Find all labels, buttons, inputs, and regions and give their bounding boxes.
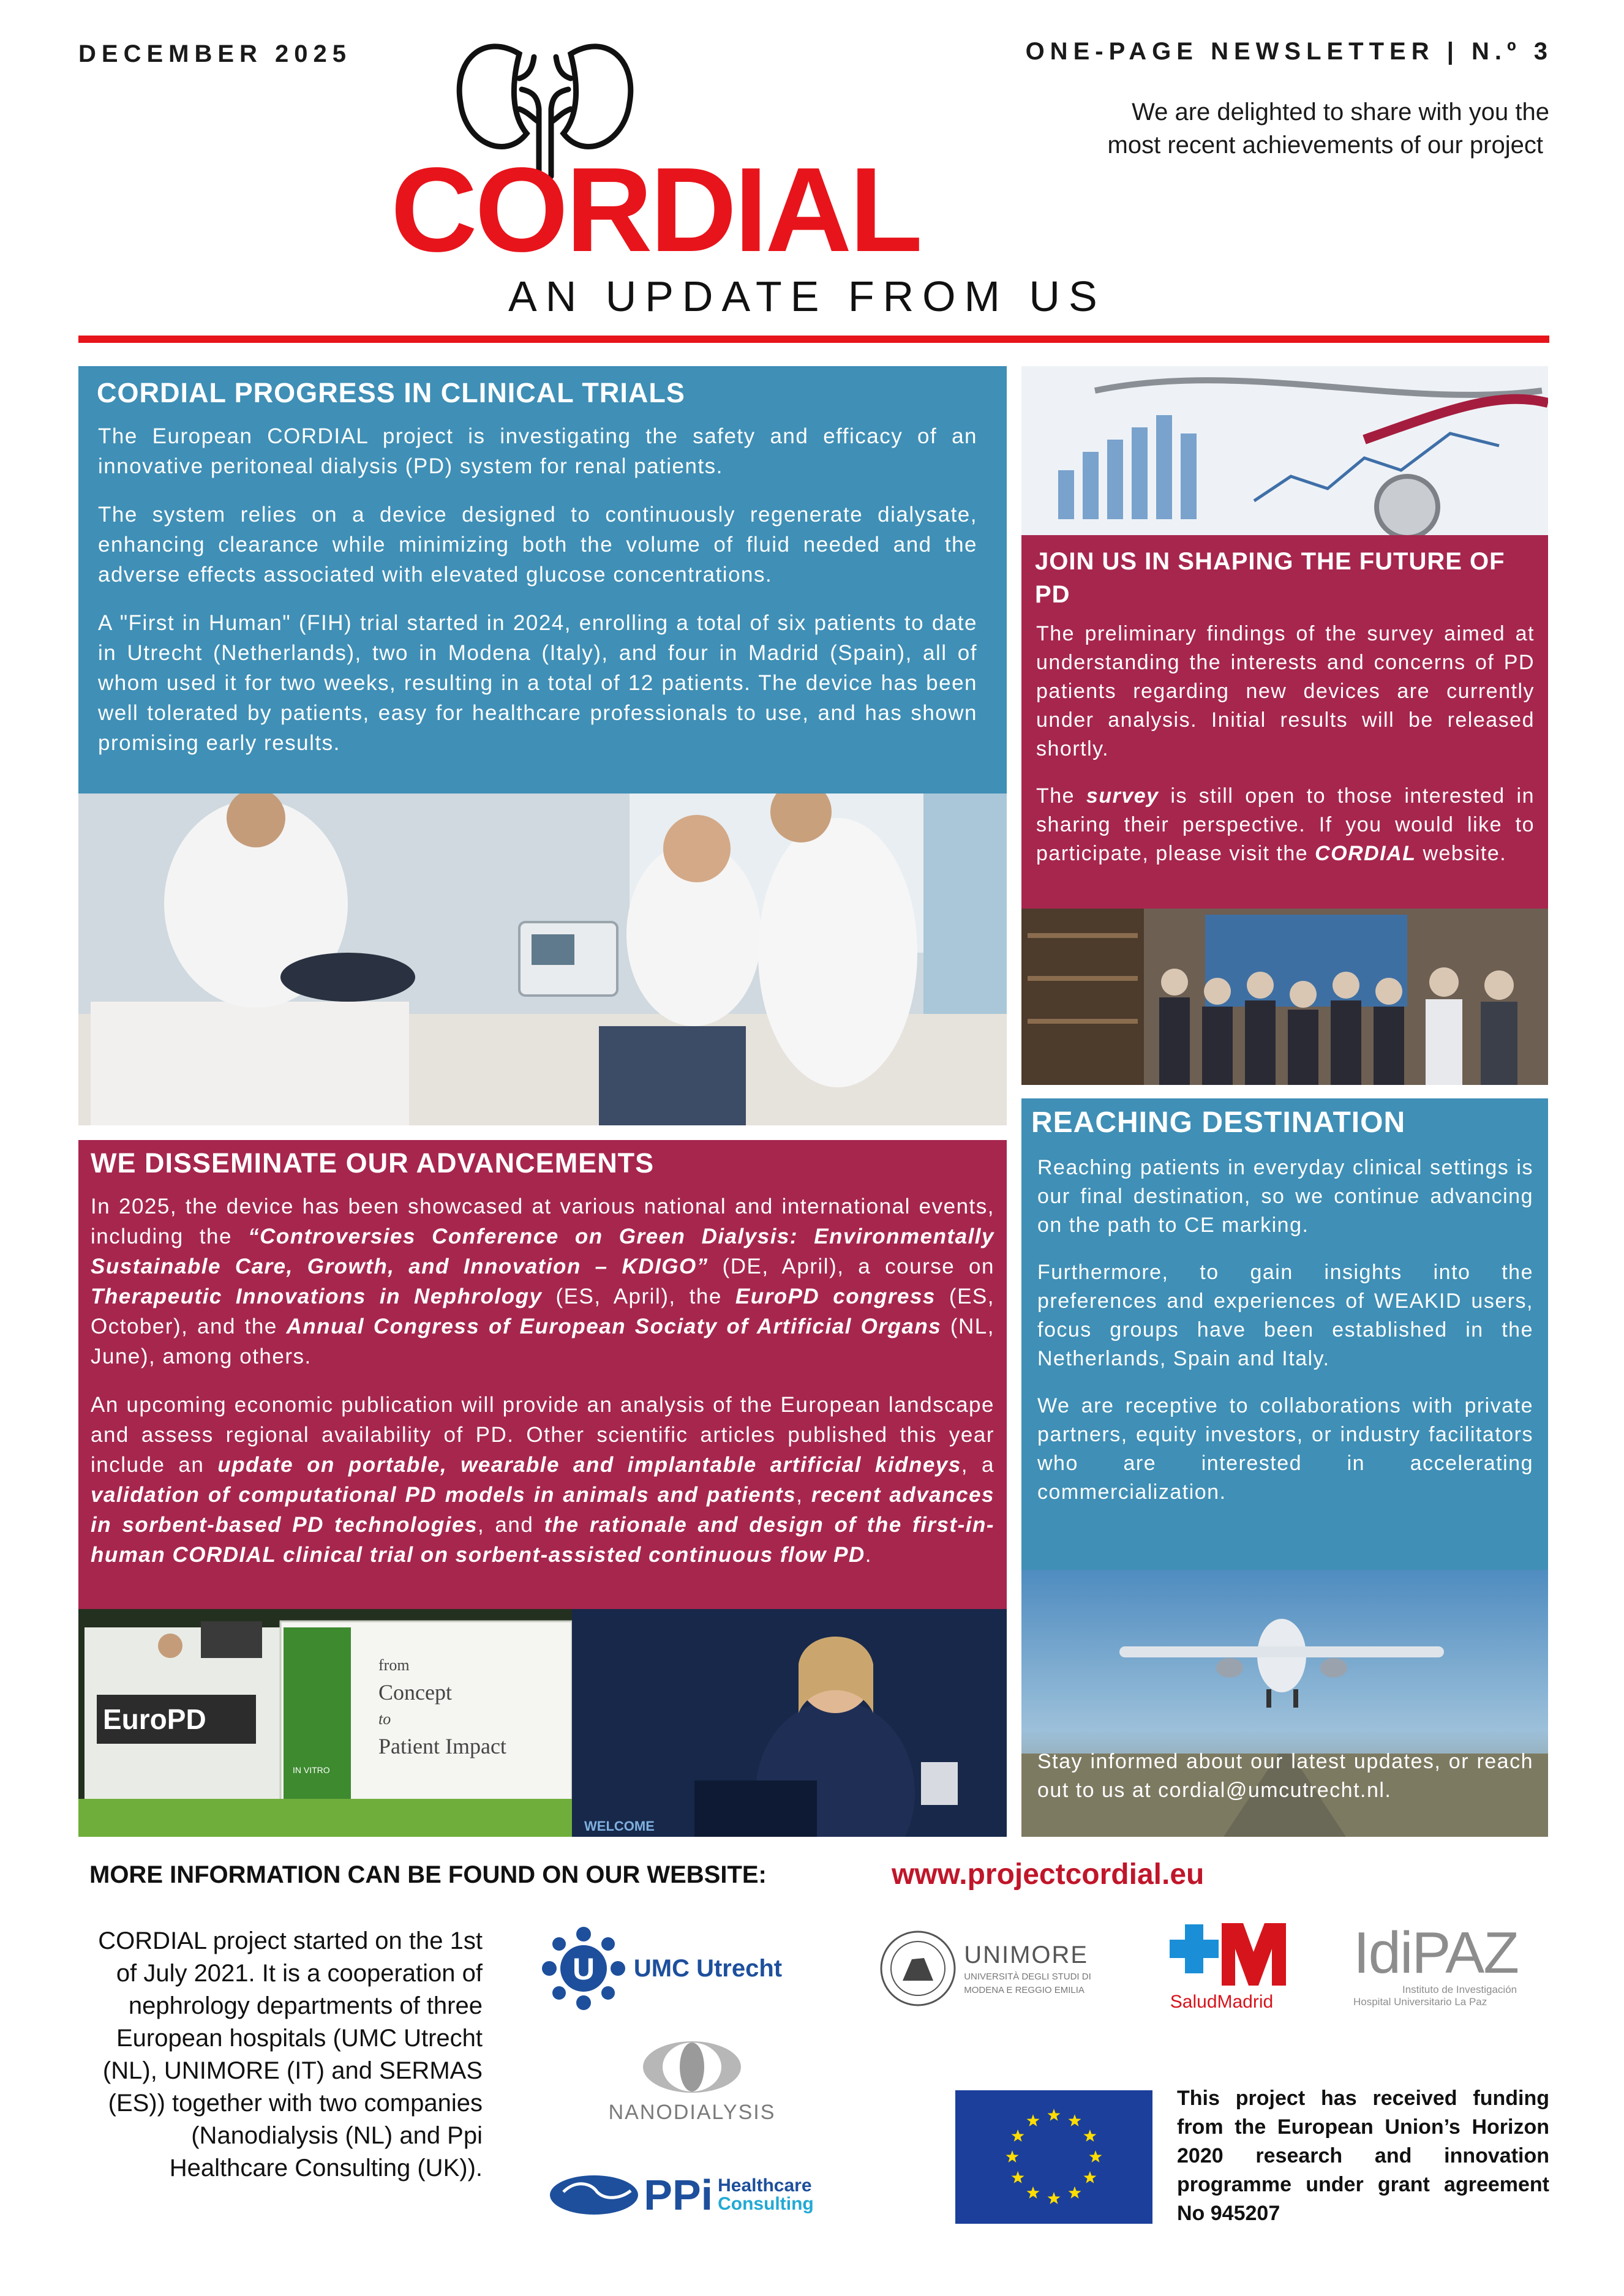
- nanodialysis-logo: [576, 2033, 808, 2131]
- europd-banner: [97, 1695, 256, 1744]
- idipaz-name: IdiPAZ: [1353, 1920, 1518, 1986]
- umc-utrecht-emblem-icon: [541, 1926, 626, 2011]
- dis-p2-i: .: [865, 1543, 872, 1567]
- disseminate-paragraph-2: [91, 1390, 994, 1570]
- dis-p1-i: (NL, June), among others.: [91, 1315, 994, 1368]
- slide-impact: Patient Impact: [378, 1734, 506, 1758]
- team-meeting-photo: [1021, 909, 1548, 1085]
- disseminate-title: WE DISSEMINATE OUR ADVANCEMENTS: [91, 1147, 655, 1179]
- clinical-trials-body: [98, 421, 977, 776]
- idipaz-sub-1: Instituto de Investigación: [1402, 1984, 1517, 1995]
- nanodialysis-name: NANODIALYSIS: [608, 2100, 776, 2124]
- survey-paragraph-2: [1036, 782, 1535, 868]
- website-label: MORE INFORMATION CAN BE FOUND ON OUR WEBSITE:: [89, 1861, 767, 1888]
- survey-paragraph-1: The preliminary findings of the survey aimed at understanding the interests and concerns of PD patients regarding new devices are currently under analysis. Initial results will be released shortly.: [1036, 622, 1535, 760]
- nanodialysis-emblem-icon: [640, 2039, 744, 2095]
- ppi-globe-icon: [548, 2174, 640, 2216]
- website-link[interactable]: www.projectcordial.eu: [892, 1858, 1205, 1891]
- dis-esao-congress: Annual Congress of European Sociaty of Artificial Organs: [286, 1315, 942, 1338]
- newsletter-number: ONE-PAGE NEWSLETTER | N.º 3: [1025, 38, 1553, 65]
- destination-body: [1037, 1154, 1533, 1525]
- survey-p2-c: is still open to those interested in sharing their perspective. If you would like to participate, please visit the: [1036, 784, 1535, 865]
- ppi-name: PPi: [644, 2171, 713, 2219]
- survey-title: JOIN US IN SHAPING THE FUTURE OF PD: [1035, 548, 1505, 608]
- slide-concept: Concept: [378, 1680, 452, 1705]
- intro-line-2: most recent achievements of our project: [1107, 132, 1543, 159]
- slide-in-vitro-label: IN VITRO: [293, 1765, 330, 1775]
- salud-madrid-emblem-icon: [1154, 1918, 1289, 1992]
- survey-link[interactable]: survey: [1086, 784, 1159, 808]
- clinical-trials-panel: [78, 366, 1007, 793]
- cordial-website-link[interactable]: CORDIAL: [1315, 842, 1416, 865]
- disseminate-paragraph-1: [91, 1191, 994, 1371]
- dis-p1-c: (DE, April), a course on: [708, 1255, 994, 1278]
- slide-to: to: [378, 1710, 391, 1728]
- ppi-sub-2: Consulting: [718, 2194, 814, 2214]
- stay-informed-text: Stay informed about our latest updates, or reach out to us at cordial@umcutrecht.nl.: [1037, 1750, 1533, 1802]
- unimore-sub-2: MODENA E REGGIO EMILIA: [964, 1985, 1085, 1995]
- dis-p2-e: ,: [796, 1483, 811, 1507]
- dis-p2-a: An upcoming economic publication will provide an analysis of the European landscape and assess regional availability of PD. Other scientific articles published this year include an: [91, 1393, 994, 1477]
- clinical-paragraph-2: The system relies on a device designed to continuously regenerate dialysate, enhancing clearance while minimizing both the volume of fluid needed and the adverse effects associated with elevated glucose concentrations.: [98, 503, 977, 587]
- airplane-photo: [1021, 1570, 1548, 1837]
- unimore-seal-icon: [878, 1929, 958, 2008]
- article-link-rationale[interactable]: the rationale and design of the first-in-human CORDIAL clinical trial on sorbent-assisted continuous flow PD: [91, 1513, 994, 1567]
- dis-p1-e: (ES, April), the: [542, 1285, 735, 1308]
- umc-utrecht-logo: [539, 1923, 784, 2014]
- clinical-paragraph-1: The European CORDIAL project is investigating the safety and efficacy of an innovative peritoneal dialysis (PD) system for renal patients.: [98, 424, 977, 478]
- dis-p2-g: , and: [477, 1513, 544, 1537]
- destination-title: REACHING DESTINATION: [1031, 1106, 1406, 1139]
- svg-text:U: U: [572, 1952, 595, 1986]
- clinical-paragraph-3: A "First in Human" (FIH) trial started in 2024, enrolling a total of six patients to date in Utrecht (Netherlands), two in Modena (Italy), and four in Madrid (Spain), all of whom used it for two weeks, resulting in a total of 12 patients. The device has been well tolerated by patients, easy for healthcare professionals to use, and has shown promising early results.: [98, 611, 977, 755]
- about-project-text: CORDIAL project started on the 1st of July 2021. It is a cooperation of nephrology departments of three European hospitals (UMC Utrecht (NL), UNIMORE (IT) and SERMAS (ES)) together with two companies (Nanodialysis (NL) and Ppi Healthcare Consulting (UK)).: [98, 1927, 483, 2182]
- dis-nephrology-course: Therapeutic Innovations in Nephrology: [91, 1285, 543, 1308]
- ppi-sub-1: Healthcare: [718, 2175, 812, 2196]
- umc-utrecht-name: UMC Utrecht: [633, 1954, 783, 1982]
- idipaz-sub-2: Hospital Universitario La Paz: [1353, 1996, 1487, 2008]
- salud-madrid-logo: [1151, 1913, 1292, 2017]
- header-divider: [78, 336, 1549, 343]
- destination-paragraph-2: Furthermore, to gain insights into the preferences and experiences of WEAKID users, focus groups have been established in the Netherlands, Spain and Italy.: [1037, 1261, 1533, 1370]
- dis-p1-a: In 2025, the device has been showcased at various national and international events, including the: [91, 1195, 994, 1248]
- survey-panel: [1021, 535, 1548, 909]
- welcome-banner: WELCOME: [584, 1818, 655, 1834]
- ppi-logo: [522, 2172, 840, 2218]
- destination-paragraph-3: We are receptive to collaborations with private partners, equity investors, or industry facilitators who are interested in accelerating commercialization.: [1037, 1394, 1533, 1504]
- dis-europd-congress: EuroPD congress: [735, 1285, 936, 1308]
- europd-conference-photo: [78, 1609, 572, 1837]
- idipaz-logo: [1353, 1913, 1549, 2017]
- survey-p2-e: website.: [1416, 842, 1507, 865]
- survey-body: [1036, 620, 1535, 887]
- article-link-kidneys[interactable]: update on portable, wearable and implantable artificial kidneys: [217, 1453, 961, 1477]
- article-link-validation[interactable]: validation of computational PD models in animals and patients: [91, 1483, 797, 1507]
- europd-text: EuroPD: [103, 1703, 206, 1735]
- unimore-logo: [856, 1923, 1113, 2014]
- slide-text: [378, 1652, 506, 1760]
- salud-madrid-name: SaludMadrid: [1170, 1992, 1274, 2012]
- unimore-name: UNIMORE: [964, 1941, 1089, 1968]
- disseminate-panel: [78, 1140, 1007, 1609]
- issue-date: DECEMBER 2025: [78, 40, 352, 67]
- clinic-trial-photo: [78, 793, 1007, 1125]
- survey-p2-a: The: [1036, 784, 1086, 808]
- slide-from: from: [378, 1656, 410, 1674]
- stethoscope-chart-photo: [1021, 366, 1548, 535]
- cordial-logo-text: CORDIAL: [391, 143, 920, 277]
- unimore-sub-1: UNIVERSITÀ DEGLI STUDI DI: [964, 1971, 1091, 1982]
- article-link-sorbent[interactable]: recent advances in sorbent-based PD technologies: [91, 1483, 994, 1537]
- destination-panel: [1021, 1098, 1548, 1570]
- page-subtitle: AN UPDATE FROM US: [508, 272, 1106, 320]
- funding-statement: This project has received funding from the European Union’s Horizon 2020 research and innovation programme under grant agreement No 945207: [1177, 2087, 1549, 2225]
- intro-text: [1108, 96, 1549, 162]
- dis-p2-c: , a: [961, 1453, 994, 1477]
- intro-line-1: We are delighted to share with you the: [1132, 99, 1549, 126]
- speaker-photo: [572, 1609, 1007, 1837]
- dis-kdigo-event: “Controversies Conference on Green Dialysis: Environmentally Sustainable Care, Growth, and Innovation – KDIGO”: [91, 1225, 994, 1278]
- destination-paragraph-1: Reaching patients in everyday clinical settings is our final destination, so we continue advancing on the path to CE marking.: [1037, 1156, 1533, 1237]
- dis-p1-g: (ES, October), and the: [91, 1285, 994, 1338]
- eu-flag-icon: [955, 2090, 1152, 2224]
- disseminate-body: [91, 1191, 994, 1588]
- clinical-trials-title: CORDIAL PROGRESS IN CLINICAL TRIALS: [97, 377, 685, 408]
